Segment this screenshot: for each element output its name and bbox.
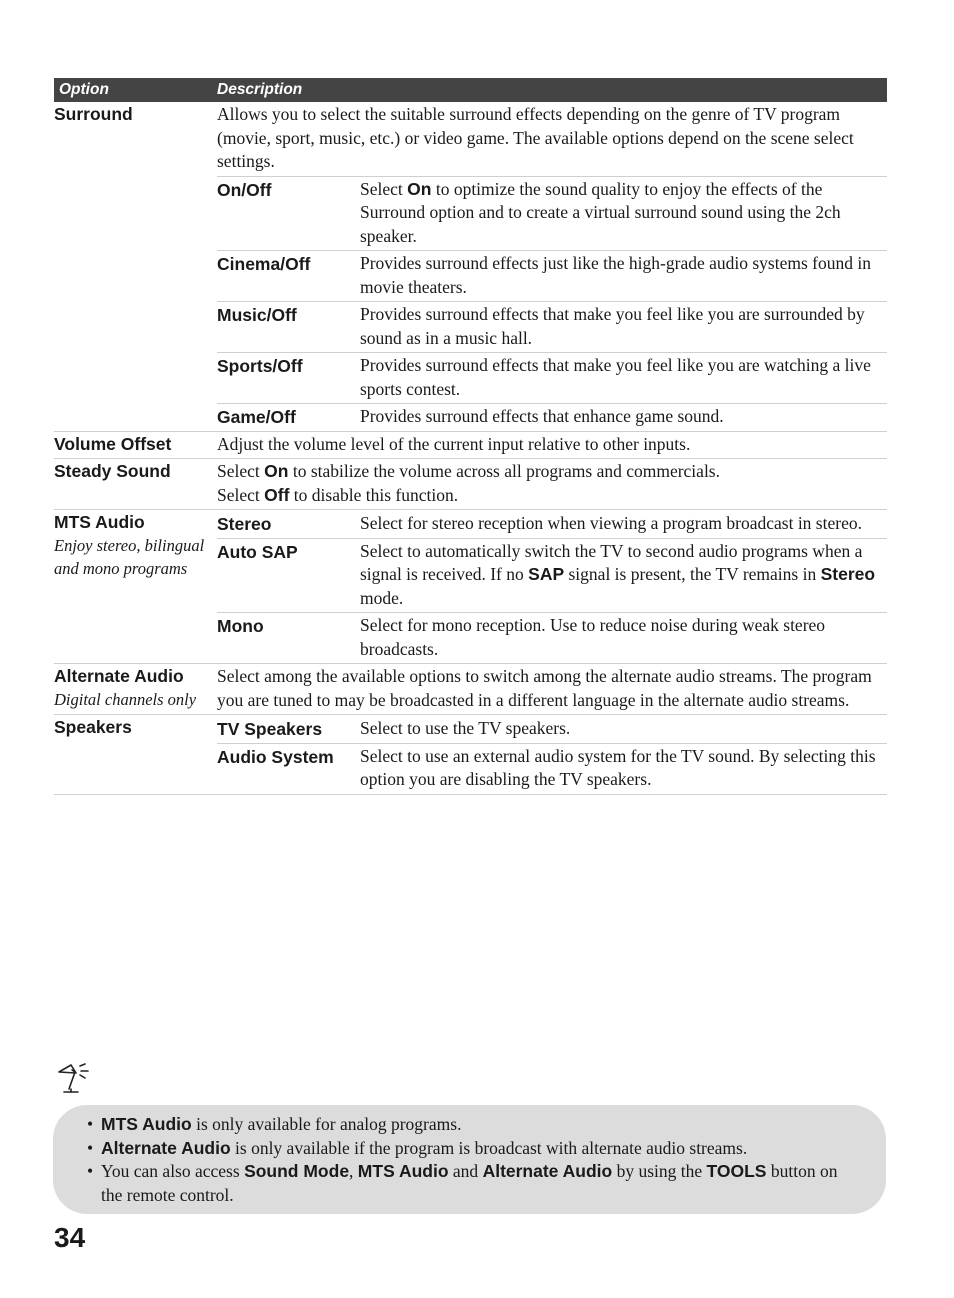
sub-option-name: On/Off [217, 179, 272, 200]
option-note: Enjoy stereo, bilingual and mono programs [54, 536, 205, 578]
sub-option-description: Select to use the TV speakers. [360, 718, 571, 738]
sub-option-name: Audio System [217, 746, 334, 767]
sub-option-name: Sports/Off [217, 356, 303, 376]
sub-option-name: Mono [217, 616, 264, 636]
notes-box [53, 1105, 886, 1214]
option-name: Alternate Audio [54, 666, 184, 686]
option-description: Select On to stabilize the volume across all programs and commercials. Select Off to disable this function. [217, 461, 720, 505]
lamp-tip-icon [56, 1062, 96, 1096]
option-description: Select among the available options to switch among the alternate audio streams. The program you are tuned to may be broadcasted in a different language in the alternate audio streams. [217, 666, 872, 710]
sub-row-audio-system [217, 744, 887, 794]
option-name: Steady Sound [54, 461, 171, 481]
row-alternate-audio [54, 664, 887, 715]
sub-option-description: Select On to optimize the sound quality to enjoy the effects of the Surround option and to create a virtual surround sound using the 2ch speaker. [360, 178, 841, 246]
option-name: Volume Offset [54, 433, 172, 454]
sub-option-description: Provides surround effects that make you feel like you are surrounded by sound as in a music hall. [360, 304, 865, 348]
sub-option-name: Cinema/Off [217, 254, 311, 274]
option-description: Allows you to select the suitable surround effects depending on the genre of TV program (movie, sport, music, etc.) or video game. The available options depend on the scene select settings. [217, 103, 887, 177]
page-number: 34 [54, 1222, 86, 1253]
note-item: • Alternate Audio is only available if the program is broadcast with alternate audio streams. [87, 1137, 748, 1158]
header-description: Description [217, 81, 303, 98]
row-speakers [54, 715, 887, 795]
sub-option-description: Select to use an external audio system for the TV sound. By selecting this option you are disabling the TV speakers. [360, 745, 876, 789]
sub-row-tv-speakers [217, 716, 887, 744]
sub-option-name: Music/Off [217, 305, 297, 325]
option-name: MTS Audio [54, 512, 145, 532]
sub-option-description: Provides surround effects just like the high-grade audio systems found in movie theaters. [360, 253, 871, 297]
sub-row-game-off [217, 404, 887, 431]
sub-row-auto-sap [217, 539, 887, 614]
sub-row-cinema-off [217, 251, 887, 302]
sub-option-description: Select to automatically switch the TV to second audio programs when a signal is received. If no SAP signal is present, the TV remains in Stereo mode. [360, 540, 876, 608]
sub-row-sports-off [217, 353, 887, 404]
row-steady-sound [54, 459, 887, 510]
options-table [54, 78, 887, 795]
sub-option-name: TV Speakers [217, 719, 323, 739]
option-note: Digital channels only [54, 690, 197, 709]
table-header [54, 78, 887, 102]
note-item: • MTS Audio is only available for analog programs. [87, 1114, 462, 1134]
option-name: Surround [54, 104, 133, 124]
row-volume-offset [54, 432, 887, 460]
sub-option-name: Auto SAP [217, 541, 298, 562]
sub-option-description: Select for mono reception. Use to reduce noise during weak stereo broadcasts. [360, 615, 826, 659]
header-option: Option [59, 81, 109, 98]
row-surround [54, 102, 887, 432]
sub-row-mono [217, 613, 887, 663]
sub-option-description: Provides surround effects that make you feel like you are watching a live sports contest. [360, 355, 871, 399]
sub-option-description: Provides surround effects that enhance game sound. [360, 406, 724, 426]
sub-option-name: Stereo [217, 514, 272, 534]
note-item: • You can also access Sound Mode, MTS Audio and Alternate Audio by using the TOOLS button on the remote control. [87, 1161, 838, 1205]
row-mts-audio [54, 510, 887, 664]
sub-option-description: Select for stereo reception when viewing a program broadcast in stereo. [360, 513, 862, 533]
option-name: Speakers [54, 717, 132, 737]
sub-option-name: Game/Off [217, 407, 296, 427]
sub-row-music-off [217, 302, 887, 353]
sub-row-stereo [217, 511, 887, 539]
sub-row-on-off [217, 177, 887, 252]
option-description: Adjust the volume level of the current input relative to other inputs. [217, 433, 691, 454]
